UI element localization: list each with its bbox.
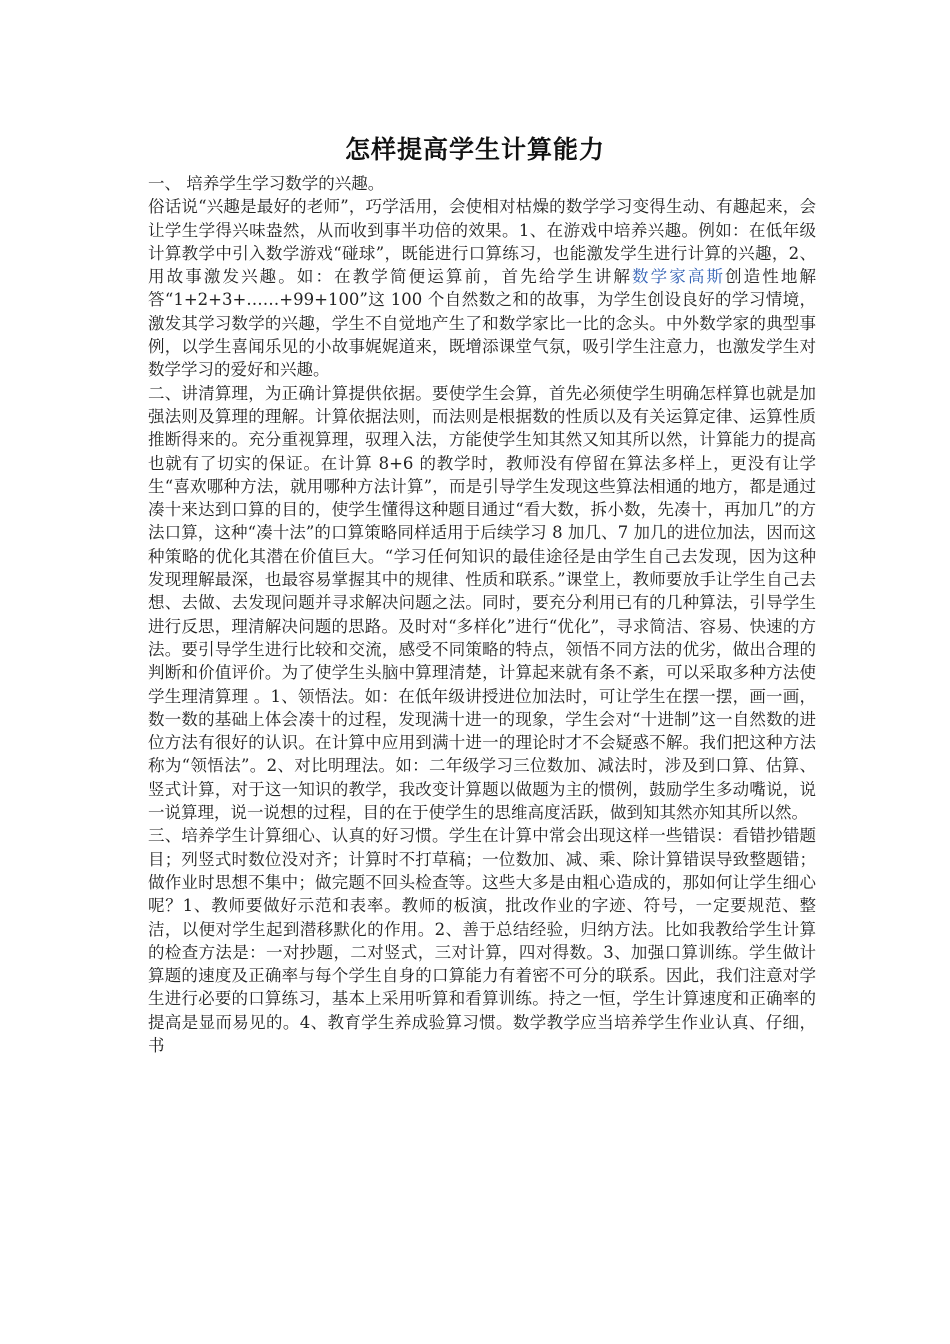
paragraph-2: 二、讲清算理，为正确计算提供依据。要使学生会算，首先必须使学生明确怎样算也就是加强法则及算理的理解。计算依据法则，而法则是根据数的性质以及有关运算定律、运算性质推断得来的。充分重视算理，驭理入法，方能使学生知其然又知其所以然，计算能力的提高也就有了切实的保证。在计算 8+6 的教学时，教师没有停留在算法多样上，更没有让学生“喜欢哪种方法，就用哪种方法计算”，而是引导学生发现这些算法相通的地方，都是通过凑十来达到口算的目的，使学生懂得这种题目通过“看大数，拆小数，先凑十，再加几”的方法口算，这种“凑十法”的口算策略同样适用于后续学习 8 加几、7 加几的进位加法，因而这种策略的优化其潜在价值巨大。“学习任何知识的最佳途径是由学生自己去发现，因为这种发现理解最深，也最容易掌握其中的规律、性质和联系。”课堂上，教师要放手让学生自己去想、去做、去发现问题并寻求解决问题之法。同时，要充分利用已有的几种算法，引导学生进行反思，理清解决问题的思路。及时对“多样化”进行“优化”，寻求简洁、容易、快速的方法。要引导学生进行比较和交流，感受不同策略的特点，领悟不同方法的优劣，做出合理的判断和价值评价。为了使学生头脑中算理清楚，计算起来就有条不紊，可以采取多种方法使学生理清算理 。1、领悟法。如：在低年级讲授进位加法时，可让学生在摆一摆，画一画，数一数的基础上体会凑十的过程，发现满十进一的现象，学生会对“十进制”这一自然数的进位方法有很好的认识。在计算中应用到满十进一的理论时才不会疑惑不解。我们把这种方法称为“领悟法”。2、对比明理法。如：二年级学习三位数加、减法时，涉及到口算、估算、竖式计算，对于这一知识的教学，我改变计算题以做题为主的惯例，鼓励学生多动嘴说，说一说算理，说一说想的过程，目的在于使学生的思维高度活跃，做到知其然亦知其所以然。	[148, 383, 816, 823]
section-heading-1: 一、 培养学生学习数学的兴趣。	[148, 174, 385, 193]
paragraph-3: 三、培养学生计算细心、认真的好习惯。学生在计算中常会出现这样一些错误：看错抄错题目；列竖式时数位没对齐；计算时不打草稿；一位数加、减、乘、除计算错误导致整题错；做作业时思想不集中；做完题不回头检查等。这些大多是由粗心造成的，那如何让学生细心呢？1、教师要做好示范和表率。教师的板演，批改作业的字迹、符号，一定要规范、整洁，以便对学生起到潜移默化的作用。2、善于总结经验，归纳方法。比如我教给学生计算的检查方法是：一对抄题，二对竖式，三对计算，四对得数。3、加强口算训练。学生做计算题的速度及正确率与每个学生自身的口算能力有着密不可分的联系。因此，我们注意对学生进行必要的口算练习，基本上采用听算和看算训练。持之一恒，学生计算速度和正确率的提高是显而易见的。4、教育学生养成验算习惯。数学教学应当培养学生作业认真、仔细，书	[148, 826, 816, 1055]
paragraph-1-text-a: 俗话说“兴趣是最好的老师”，巧学活用，会使相对枯燥的数学学习变得生动、有趣起来，会让学生学得兴味盎然，从而收到事半功倍的效果。1、在游戏中培养兴趣。例如：在低年级计算教学中引入数学游戏“碰球”，既能进行口算练习，也能激发学生进行计算的兴趣，2、用故事激发兴趣。如：在教学简便运算前，首先给学生讲解	[148, 197, 816, 287]
paragraph-1	[148, 195, 816, 381]
paragraph-1-text-b: 创造性地解答“1+2+3+……+99+100”这 100 个自然数之和的故事，为学生创设良好的学习情境，激发其学习数学的兴趣，学生不自觉地产生了和数学家比一比的念头。中外数学家的典型事例，以学生喜闻乐见的小故事娓娓道来，既增添课堂气氛，吸引学生注意力，也激发学生对数学学习的爱好和兴趣。	[148, 267, 817, 380]
document-body	[148, 172, 816, 1057]
document-title: 怎样提高学生计算能力	[344, 135, 605, 164]
gauss-link[interactable]: 数学家高斯	[631, 267, 726, 287]
